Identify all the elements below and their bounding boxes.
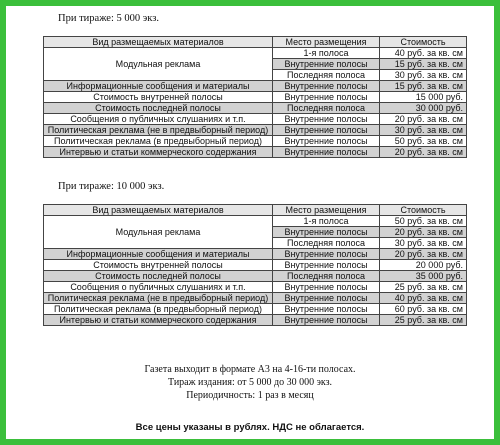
place-cell: Внутренние полосы [273, 304, 380, 315]
place-cell: Последняя полоса [273, 271, 380, 282]
table-row [44, 260, 467, 271]
cost-cell: 35 000 руб. [380, 271, 467, 282]
cost-cell: 30 руб. за кв. см [380, 125, 467, 136]
cost-cell: 20 руб. за кв. см [380, 249, 467, 260]
material-cell: Политическая реклама (в предвыборный период) [44, 304, 273, 315]
place-cell: Внутренние полосы [273, 260, 380, 271]
cost-cell: 40 руб. за кв. см [380, 293, 467, 304]
header-material: Вид размещаемых материалов [44, 205, 273, 216]
material-cell: Интервью и статьи коммерческого содержания [44, 147, 273, 158]
cost-cell: 15 000 руб. [380, 92, 467, 103]
place-cell: Внутренние полосы [273, 249, 380, 260]
place-cell: Внутренние полосы [273, 147, 380, 158]
table-row [44, 136, 467, 147]
table-row [44, 315, 467, 326]
table-row [44, 271, 467, 282]
place-cell: Внутренние полосы [273, 282, 380, 293]
table-row [44, 147, 467, 158]
place-cell: Внутренние полосы [273, 227, 380, 238]
price-table-10000 [43, 204, 467, 326]
table-row [44, 216, 467, 227]
table-row [44, 81, 467, 92]
cost-cell: 20 руб. за кв. см [380, 227, 467, 238]
place-cell: Последняя полоса [273, 103, 380, 114]
place-cell: Последняя полоса [273, 70, 380, 81]
info-format: Газета выходит в формате А3 на 4-16-ти полосах. [144, 364, 356, 375]
price-table-5000 [43, 36, 467, 158]
material-cell: Модульная реклама [44, 216, 273, 249]
footer-note: Все цены указаны в рублях. НДС не облагается. [135, 422, 365, 433]
header-cost: Стоимость [380, 37, 467, 48]
place-cell: Внутренние полосы [273, 92, 380, 103]
table-header-row [44, 205, 467, 216]
table-header-row [44, 37, 467, 48]
info-circulation: Тираж издания: от 5 000 до 30 000 экз. [167, 377, 333, 388]
material-cell: Интервью и статьи коммерческого содержания [44, 315, 273, 326]
cost-cell: 25 руб. за кв. см [380, 282, 467, 293]
place-cell: Последняя полоса [273, 238, 380, 249]
material-cell: Политическая реклама (не в предвыборный период) [44, 125, 273, 136]
material-cell: Информационные сообщения и материалы [44, 81, 273, 92]
material-cell: Стоимость последней полосы [44, 271, 273, 282]
table-row [44, 103, 467, 114]
cost-cell: 30 руб. за кв. см [380, 70, 467, 81]
cost-cell: 30 руб. за кв. см [380, 238, 467, 249]
cost-cell: 20 руб. за кв. см [380, 147, 467, 158]
header-place: Место размещения [273, 37, 380, 48]
info-frequency: Периодичность: 1 раз в месяц [186, 390, 314, 401]
material-cell: Информационные сообщения и материалы [44, 249, 273, 260]
table-row [44, 249, 467, 260]
cost-cell: 20 000 руб. [380, 260, 467, 271]
place-cell: Внутренние полосы [273, 81, 380, 92]
material-cell: Стоимость внутренней полосы [44, 92, 273, 103]
material-cell: Стоимость внутренней полосы [44, 260, 273, 271]
table-row [44, 125, 467, 136]
cost-cell: 15 руб. за кв. см [380, 81, 467, 92]
place-cell: Внутренние полосы [273, 125, 380, 136]
place-cell: Внутренние полосы [273, 59, 380, 70]
material-cell: Политическая реклама (не в предвыборный период) [44, 293, 273, 304]
header-material: Вид размещаемых материалов [44, 37, 273, 48]
material-cell: Политическая реклама (в предвыборный период) [44, 136, 273, 147]
place-cell: Внутренние полосы [273, 315, 380, 326]
material-cell: Стоимость последней полосы [44, 103, 273, 114]
material-cell: Сообщения о публичных слушаниях и т.п. [44, 114, 273, 125]
place-cell: Внутренние полосы [273, 136, 380, 147]
table-row [44, 304, 467, 315]
place-cell: Внутренние полосы [273, 293, 380, 304]
cost-cell: 40 руб. за кв. см [380, 48, 467, 59]
cost-cell: 25 руб. за кв. см [380, 315, 467, 326]
table-row [44, 48, 467, 59]
price-sheet [6, 6, 494, 439]
table-row [44, 282, 467, 293]
table-row [44, 92, 467, 103]
table-row [44, 114, 467, 125]
cost-cell: 30 000 руб. [380, 103, 467, 114]
header-place: Место размещения [273, 205, 380, 216]
place-cell: 1-я полоса [273, 216, 380, 227]
place-cell: 1-я полоса [273, 48, 380, 59]
material-cell: Модульная реклама [44, 48, 273, 81]
table2-title: При тираже: 10 000 экз. [58, 181, 165, 192]
header-cost: Стоимость [380, 205, 467, 216]
cost-cell: 60 руб. за кв. см [380, 304, 467, 315]
cost-cell: 20 руб. за кв. см [380, 114, 467, 125]
place-cell: Внутренние полосы [273, 114, 380, 125]
material-cell: Сообщения о публичных слушаниях и т.п. [44, 282, 273, 293]
cost-cell: 15 руб. за кв. см [380, 59, 467, 70]
cost-cell: 50 руб. за кв. см [380, 216, 467, 227]
cost-cell: 50 руб. за кв. см [380, 136, 467, 147]
table1-title: При тираже: 5 000 экз. [58, 13, 160, 24]
table-row [44, 293, 467, 304]
